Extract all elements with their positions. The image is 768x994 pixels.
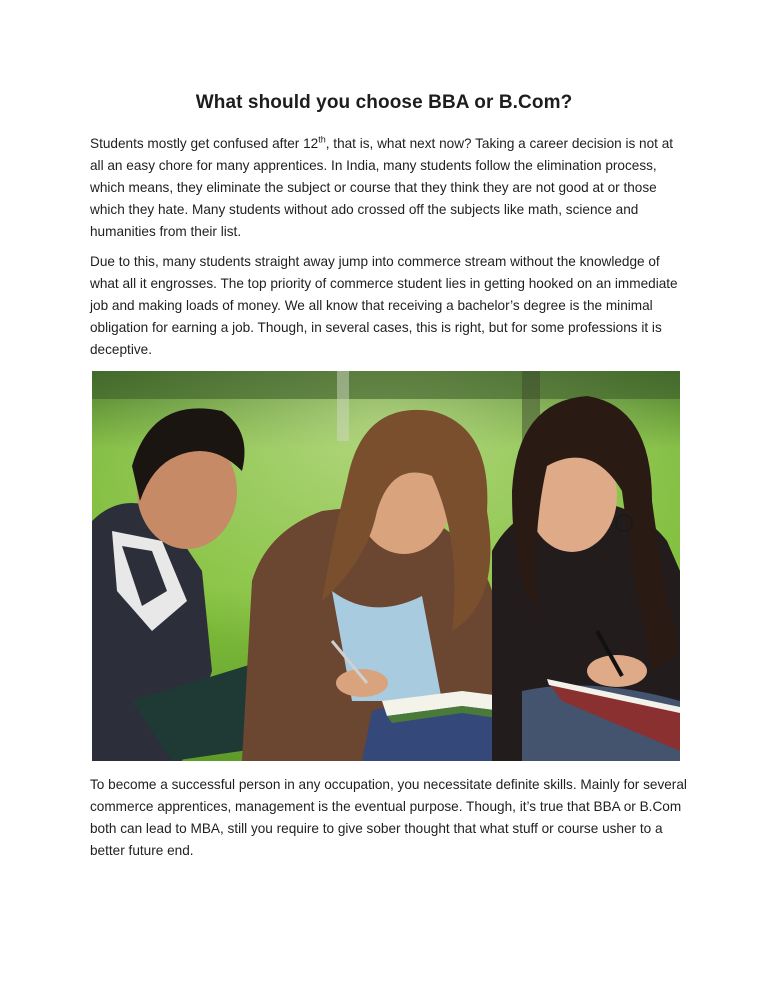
- superscript-th: th: [318, 134, 326, 145]
- paragraph-1: [90, 133, 690, 243]
- page-title: What should you choose BBA or B.Com?: [195, 92, 573, 113]
- paragraph-2: Due to this, many students straight away jump into commerce stream without the knowledge of what all it engrosses. The top priority of commerce student lies in getting hooked on an immediate job and making loads of money. We all know that receiving a bachelor’s degree is the minimal obligation for earning a job. Though, in several cases, this is right, but for some professions it is deceptive.: [90, 254, 678, 357]
- paragraph-1-text-start: Students mostly get confused after 12: [90, 136, 319, 151]
- students-studying-photo: [92, 371, 680, 761]
- paragraph-3: To become a successful person in any occupation, you necessitate definite skills. Mainly for several commerce apprentices, management is the eventual purpose. Though, it’s true that BBA or B.Com both can lead to MBA, still you require to give sober thought that what stuff or course usher to a better future end.: [90, 777, 687, 858]
- paragraph-1-text-rest: , that is, what next now? Taking a career decision is not at all an easy chore for many apprentices. In India, many students follow the elimination process, which means, they eliminate the subject or course that they think they are not good at or those which they hate. Many students without ado crossed off the subjects like math, science and humanities from their list.: [90, 136, 674, 239]
